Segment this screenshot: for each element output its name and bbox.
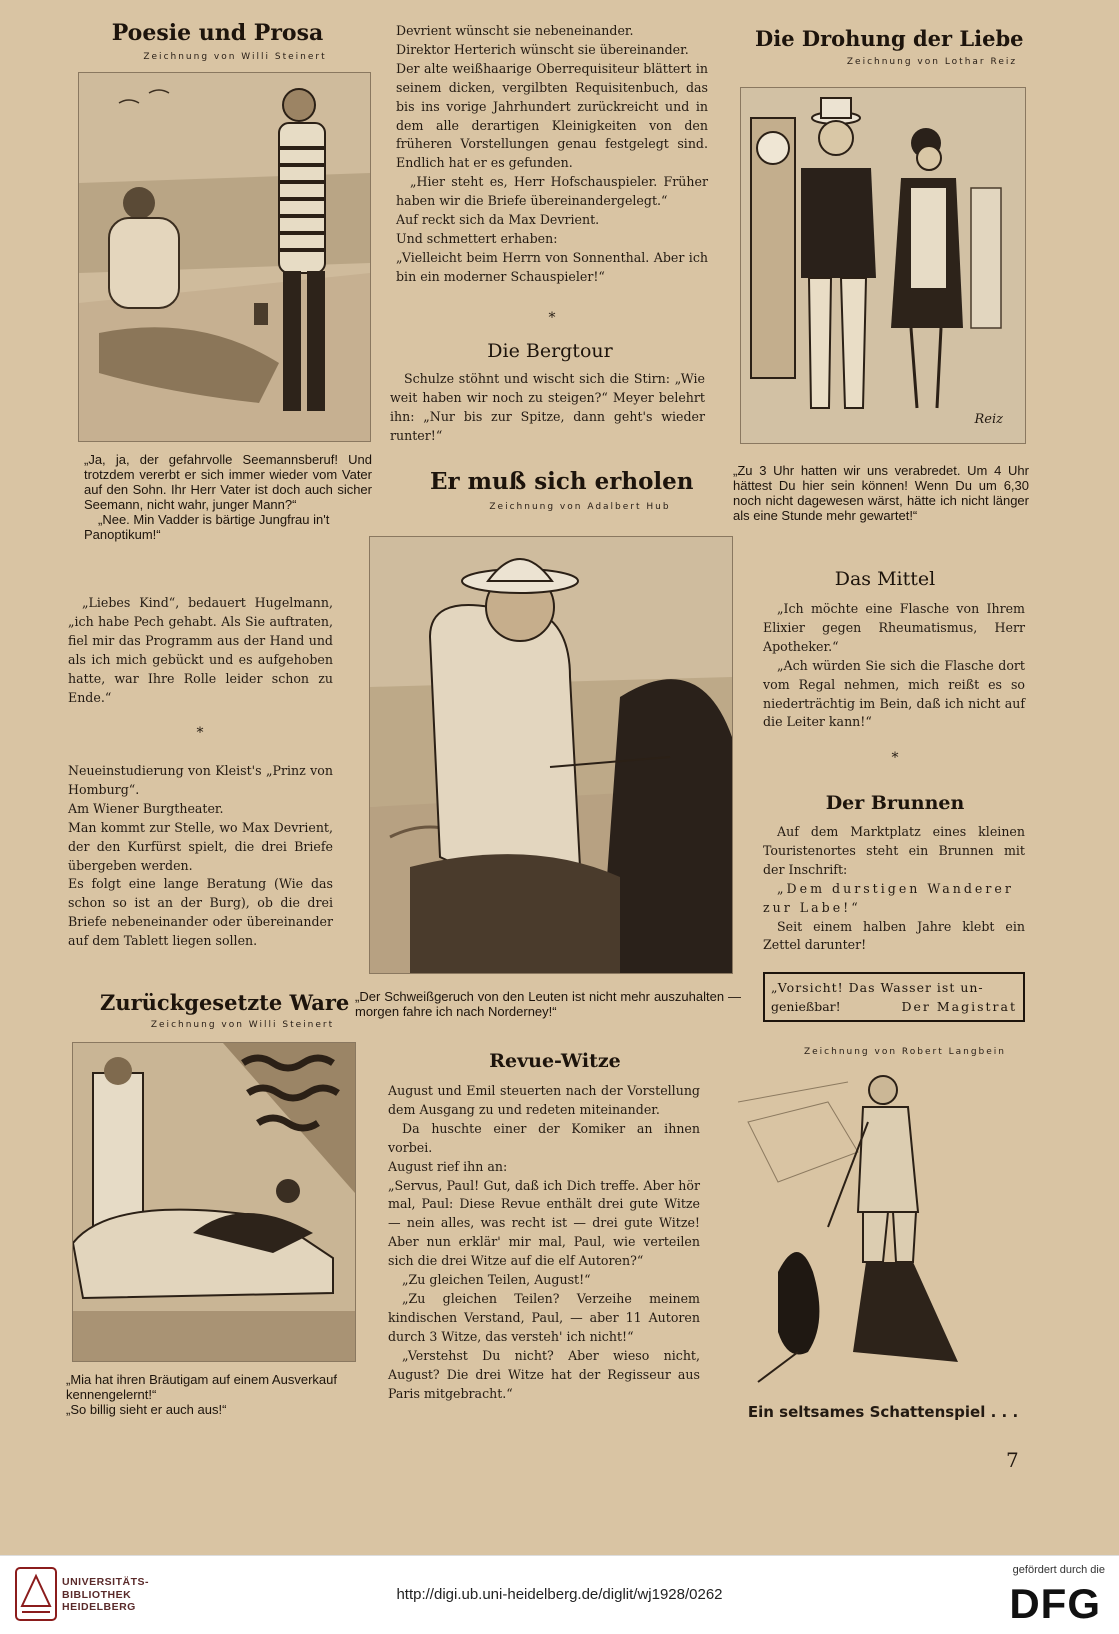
drohung-signature: Reiz: [974, 412, 1003, 427]
bergtour-anecdote: [390, 370, 705, 446]
erholen-title: Er muß sich erholen: [430, 468, 694, 495]
devrient-paragraph: „Vielleicht beim Herrn von Sonnenthal. Aber ich bin ein moderner Schauspieler!“: [396, 249, 708, 284]
devrient-continuation: [396, 22, 708, 287]
brunnen-paragraph: „Dem durstigen Wanderer zur Labe!“: [763, 880, 1014, 915]
revue-paragraph: „Servus, Paul! Gut, daß ich Dich treffe. Aber hör mal, Paul: Diese Revue enthält drei gute Witze — nein alles, was recht ist — drei gute Witze! Aber nun erklär' mir mal, Paul, wie verteilen sich die drei Witze auf die elf Autoren?“: [388, 1177, 700, 1269]
bergtour-title: Die Bergtour: [487, 340, 613, 362]
brunnen-paragraph: Seit einem halben Jahre klebt ein Zettel darunter!: [763, 918, 1025, 953]
revue-anecdote: [388, 1082, 700, 1403]
ware-caption: [66, 1372, 358, 1417]
separator-star: *: [196, 725, 204, 741]
source-url-link[interactable]: http://digi.ub.uni-heidelberg.de/diglit/wj1928/0262: [396, 1586, 723, 1603]
revue-paragraph: „Zu gleichen Teilen? Verzeihe meinem kindischen Verstand, Paul, — aber 11 Autoren durch 3 Witze, das versteh' ich nicht!“: [388, 1290, 700, 1344]
illustration-seaman: [78, 72, 371, 442]
revue-paragraph: August rief ihn an:: [388, 1158, 508, 1174]
dfg-logo: DFG: [1009, 1580, 1101, 1627]
revue-paragraph: Da huschte einer der Komiker an ihnen vorbei.: [388, 1120, 700, 1155]
revue-title: Revue-Witze: [489, 1050, 621, 1072]
drohung-caption: [733, 463, 1029, 523]
digitization-footer: [0, 1555, 1119, 1634]
notice-line: [771, 997, 1017, 1016]
revue-paragraph: August und Emil steuerten nach der Vorstellung dem Ausgang zu und redeten miteinander.: [388, 1083, 700, 1117]
ware-title: Zurückgesetzte Ware: [100, 990, 350, 1015]
poesie-title: Poesie und Prosa: [111, 20, 324, 46]
notice-line-text: genießbar!: [771, 999, 841, 1014]
notice-signature: Der Magistrat: [901, 999, 1017, 1014]
brunnen-paragraph: Auf dem Marktplatz eines kleinen Touristenortes steht ein Brunnen mit der Inschrift:: [763, 824, 1025, 877]
illustration-sofa: [72, 1042, 356, 1362]
hugelmann-anecdote: [68, 594, 333, 707]
schatten-byline: Zeichnung von Robert Langbein: [803, 1047, 1007, 1057]
devrient-paragraph: Und schmettert erhaben:: [396, 230, 558, 246]
separator-star: *: [548, 310, 556, 326]
kleist-anecdote: [68, 762, 333, 951]
brunnen-anecdote: [763, 823, 1025, 955]
devrient-paragraph: „Hier steht es, Herr Hofschauspieler. Früher haben wir die Briefe übereinandergelegt.“: [396, 174, 708, 209]
kleist-paragraph: Man kommt zur Stelle, wo Max Devrient, der den Kurfürst spielt, die drei Briefe übergeben werden.: [68, 819, 333, 873]
hugelmann-text: „Liebes Kind“, bedauert Hugelmann, „ich habe Pech gehabt. Als Sie auftraten, fiel mir das Programm aus der Hand und als ich mich gebückt und es aufgehoben hatte, war Ihre Rolle leider schon zu Ende.“: [68, 595, 333, 705]
mittel-anecdote: [763, 600, 1025, 732]
illustration-rider: [369, 536, 733, 974]
revue-paragraph: „Zu gleichen Teilen, August!“: [402, 1272, 591, 1288]
illustration-couple: [740, 87, 1026, 444]
ware-byline: Zeichnung von Willi Steinert: [150, 1020, 335, 1030]
erholen-byline: Zeichnung von Adalbert Hub: [489, 502, 671, 512]
kleist-paragraph: Neueinstudierung von Kleist's „Prinz von Homburg“.: [68, 763, 333, 797]
drohung-title: Die Drohung der Liebe: [755, 26, 1024, 51]
revue-paragraph: „Verstehst Du nicht? Aber wieso nicht, August? Die drei Witze hat der Regisseur aus Paris mitgebracht.“: [388, 1347, 700, 1401]
drohung-caption-text: „Zu 3 Uhr hatten wir uns verabredet. Um 4 Uhr hättest Du hier sein können! Wenn Du um 6,30 noch nicht dagewesen wärst, hätte ich nicht länger als eine Stunde mehr gewartet!“: [733, 463, 1029, 523]
schatten-caption: Ein seltsames Schattenspiel . . .: [747, 1403, 1019, 1421]
brunnen-notice: [763, 972, 1025, 1022]
drohung-byline: Zeichnung von Lothar Reiz: [846, 57, 1018, 67]
poesie-byline: Zeichnung von Willi Steinert: [143, 52, 327, 62]
brunnen-title: Der Brunnen: [825, 792, 965, 814]
devrient-paragraph: Der alte weißhaarige Oberrequisiteur blättert in seinem dicken, vergilbten Requisitenbuch, das bis ins vorige Jahrhundert zurückreicht und in dem alle derartigen Kleinigkeiten von den früheren Vorstellungen genau festgelegt sind. Endlich hat er es gefunden.: [396, 60, 708, 171]
ware-caption-line: „So billig sieht er auch aus!“: [66, 1402, 227, 1417]
library-name-line: HEIDELBERG: [62, 1601, 136, 1613]
library-name-line: BIBLIOTHEK: [62, 1588, 132, 1601]
mittel-title: Das Mittel: [834, 568, 936, 590]
kleist-paragraph: Es folgt eine lange Beratung (Wie das schon so ist an der Burg), ob die drei Briefe nebeneinander oder übereinander auf dem Tablett liegen sollen.: [68, 876, 333, 949]
devrient-paragraph: Direktor Herterich wünscht sie übereinander.: [396, 41, 689, 57]
ware-caption-line: „Mia hat ihren Bräutigam auf einem Ausverkauf kennengelernt!“: [66, 1372, 337, 1402]
mittel-paragraph: „Ich möchte eine Flasche von Ihrem Elixier gegen Rheumatismus, Herr Apotheker.“: [763, 601, 1025, 654]
illustration-shadow-walker: [738, 1062, 1018, 1402]
funding-note: gefördert durch die: [1012, 1564, 1105, 1576]
erholen-caption: [355, 989, 741, 1019]
erholen-caption-text: „Der Schweißgeruch von den Leuten ist nicht mehr auszuhalten — morgen fahre ich nach Norderney!“: [355, 989, 741, 1019]
page-number: 7: [1006, 1448, 1019, 1472]
library-name-line: UNIVERSITÄTS-: [62, 1576, 150, 1588]
poesie-caption: [84, 452, 372, 542]
mittel-paragraph: „Ach würden Sie sich die Flasche dort vom Regal nehmen, mich reißt es so niederträchtig im Bein, daß ich nicht auf die Leiter kann!“: [763, 657, 1025, 730]
bergtour-text: Schulze stöhnt und wischt sich die Stirn: „Wie weit haben wir noch zu steigen?“ Meyer belehrt ihn: „Nur bis zur Spitze, dann geht's wieder runter!“: [390, 371, 705, 443]
kleist-paragraph: Am Wiener Burgtheater.: [68, 800, 224, 816]
notice-line: „Vorsicht! Das Wasser ist un-: [771, 980, 984, 995]
poesie-caption-question: „Ja, ja, der gefahrvolle Seemannsberuf! Und trotzdem vererbt er sich immer wieder vom Vater auf den Sohn. Ihr Herr Vater ist doch auch sicher Seemann, nicht wahr, junger Mann?“: [84, 452, 372, 512]
devrient-paragraph: Auf reckt sich da Max Devrient.: [396, 212, 600, 228]
separator-star: *: [891, 750, 899, 766]
poesie-caption-answer: „Nee. Min Vadder is bärtige Jungfrau in't Panoptikum!“: [84, 512, 330, 542]
devrient-paragraph: Devrient wünscht sie nebeneinander.: [396, 23, 634, 38]
